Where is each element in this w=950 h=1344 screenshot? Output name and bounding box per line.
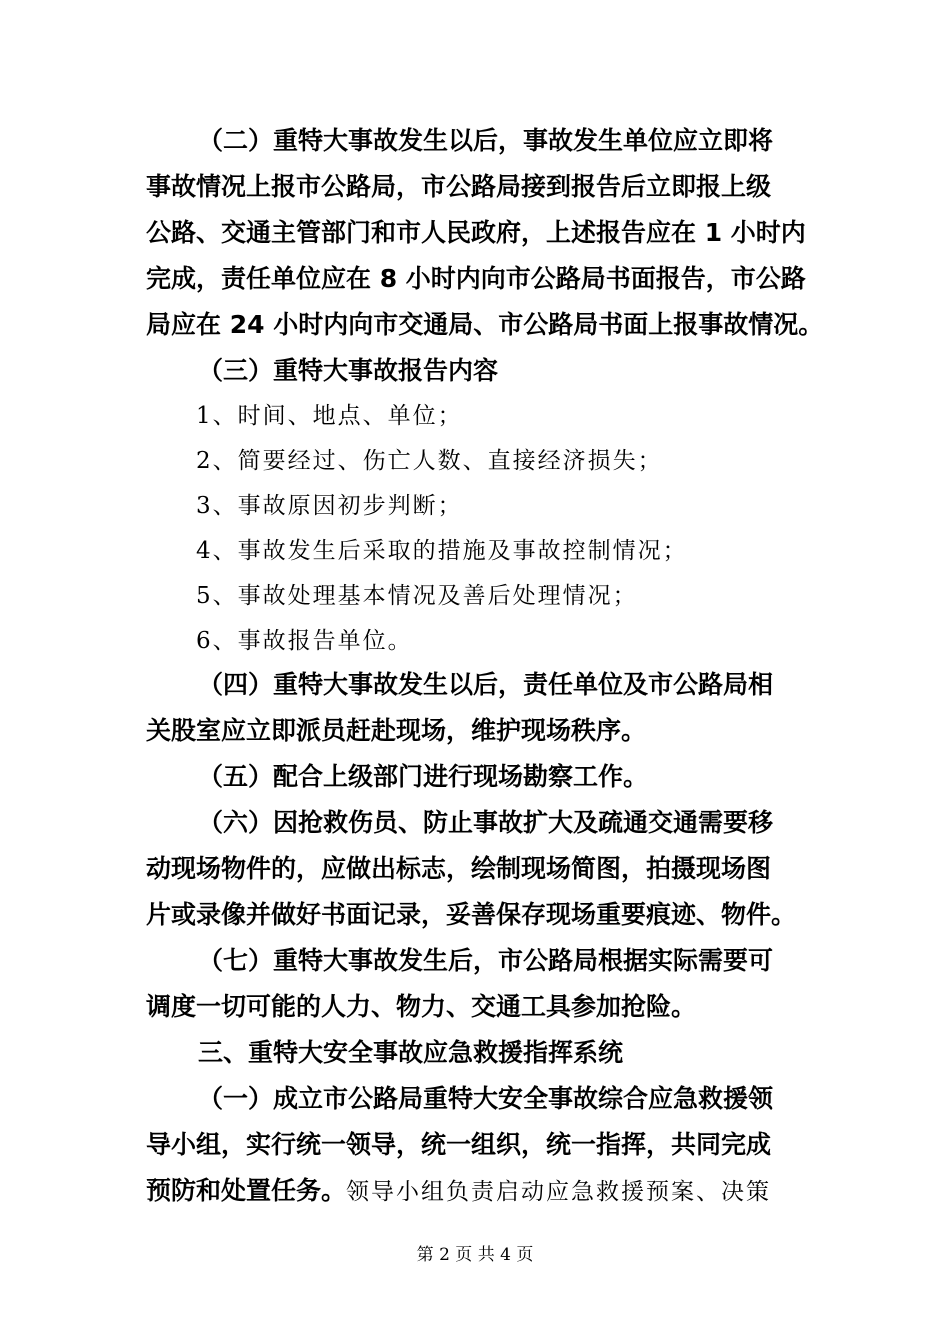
list-item: 1、时间、地点、单位； <box>196 403 463 429</box>
paragraph-line: 局应在 24 小时内向市交通局、市公路局书面上报事故情况。 <box>146 310 824 339</box>
paragraph-line: 完成，责任单位应在 8 小时内向市公路局书面报告，市公路 <box>146 264 806 293</box>
paragraph-line-continuation: 领导小组负责启动应急救援预案、决策 <box>346 1179 772 1205</box>
paragraph-line: （五）配合上级部门进行现场勘察工作。 <box>198 762 649 791</box>
list-item: 5、事故处理基本情况及善后处理情况； <box>196 583 638 609</box>
section-heading: （三）重特大事故报告内容 <box>198 356 499 385</box>
section-heading: 三、重特大安全事故应急救援指挥系统 <box>198 1038 624 1067</box>
list-item: 3、事故原因初步判断； <box>196 493 463 519</box>
paragraph-line: 关股室应立即派员赶赴现场，维护现场秩序。 <box>146 716 647 745</box>
paragraph-line: （四）重特大事故发生以后，责任单位及市公路局相 <box>198 670 774 699</box>
paragraph-line: 导小组，实行统一领导，统一组织，统一指挥，共同完成 <box>146 1130 772 1159</box>
paragraph-line: （一）成立市公路局重特大安全事故综合应急救援领 <box>198 1084 774 1113</box>
paragraph-line: 公路、交通主管部门和市人民政府，上述报告应在 1 小时内 <box>146 218 806 247</box>
paragraph-line: 片或录像并做好书面记录，妥善保存现场重要痕迹、物件。 <box>146 900 797 929</box>
list-item: 6、事故报告单位。 <box>196 628 413 654</box>
list-item: 2、简要经过、伤亡人数、直接经济损失； <box>196 448 663 474</box>
list-item: 4、事故发生后采取的措施及事故控制情况； <box>196 538 688 564</box>
paragraph-line: 事故情况上报市公路局，市公路局接到报告后立即报上级 <box>146 172 772 201</box>
paragraph-line: （二）重特大事故发生以后，事故发生单位应立即将 <box>198 126 774 155</box>
paragraph-line <box>146 1174 771 1209</box>
paragraph-line-bold-part: 预防和处置任务。 <box>146 1176 347 1205</box>
paragraph-line: 调度一切可能的人力、物力、交通工具参加抢险。 <box>146 992 697 1021</box>
paragraph-line: （六）因抢救伤员、防止事故扩大及疏通交通需要移 <box>198 808 774 837</box>
paragraph-line: （七）重特大事故发生后，市公路局根据实际需要可 <box>198 946 774 975</box>
paragraph-line: 动现场物件的，应做出标志，绘制现场简图，拍摄现场图 <box>146 854 772 883</box>
page-footer: 第 2 页 共 4 页 <box>416 1245 534 1265</box>
